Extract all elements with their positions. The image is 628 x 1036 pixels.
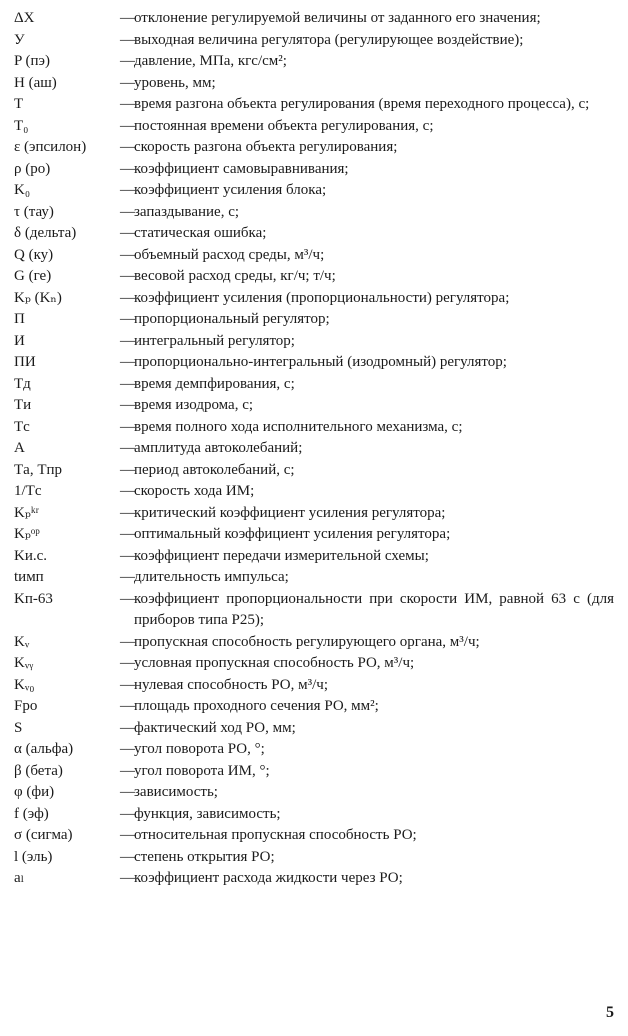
symbol-entry [14,352,614,374]
entry-description: коэффициент усиления (пропорциональности) регулятора; [134,289,510,306]
entry-dash: — [120,569,135,585]
entry-symbol: φ (фи) [14,784,55,800]
entry-dash: — [120,182,135,198]
entry-description: отклонение регулируемой величины от заданного его значения; [134,10,541,26]
entry-description: пропорциональный регулятор; [134,311,330,327]
entry-dash: — [120,139,135,155]
entry-description: время полного хода исполнительного механизма, с; [134,418,463,435]
entry-dash: — [120,10,135,26]
entry-description: выходная величина регулятора (регулирующее воздействие); [134,31,524,48]
entry-dash: — [120,676,135,693]
entry-dash: — [120,289,135,306]
entry-symbol: ΔX [14,10,35,26]
entry-description: уровень, мм; [134,74,216,91]
symbol-entry [14,266,614,288]
entry-dash: — [120,698,135,714]
entry-dash: — [120,74,135,91]
symbol-entry [14,159,614,181]
entry-dash: — [120,397,135,413]
symbol-entry [14,116,614,138]
symbol-entry [14,288,614,310]
symbol-entry [14,331,614,353]
entry-description: коэффициент передачи измерительной схемы; [134,547,429,564]
entry-symbol: Kп-63 [14,590,53,607]
symbol-entry [14,546,614,568]
entry-symbol: Q (ку) [14,246,54,263]
symbol-entry [14,503,614,525]
symbol-entry [14,460,614,482]
entry-symbol: H (аш) [14,74,57,91]
symbol-entry [14,825,614,847]
entry-description: интегральный регулятор; [134,332,295,349]
entry-dash: — [120,268,135,284]
entry-dash: — [120,31,135,48]
entry-description: критический коэффициент усиления регулятора; [134,504,446,521]
symbol-entry [14,761,614,783]
symbol-entry [14,202,614,224]
entry-description: зависимость; [134,784,218,800]
symbol-entry [14,245,614,267]
entry-dash: — [120,117,135,134]
entry-symbol: τ (тау) [14,203,54,220]
entry-symbol: T [14,96,24,112]
entry-description: время изодрома, с; [134,397,254,413]
symbol-entry [14,438,614,460]
entry-dash: — [120,719,135,736]
symbol-entry [14,868,614,890]
entry-description: степень открытия РО; [134,848,275,865]
entry-dash: — [120,461,135,478]
entry-symbol: S [14,719,23,736]
entry-symbol: aₗ [14,870,25,886]
entry-description: фактический ход РО, мм; [134,719,296,736]
entry-symbol: α (альфа) [14,741,74,757]
entry-description: амплитуда автоколебаний; [134,440,303,456]
symbol-entry [14,395,614,417]
entry-description: скорость разгона объекта регулирования; [134,139,398,155]
entry-symbol: Kₚᵒᵖ [14,526,40,542]
entry-dash: — [120,311,135,327]
symbol-entry [14,73,614,95]
entry-dash: — [120,483,135,499]
symbol-entry [14,481,614,503]
entry-dash: — [120,375,135,392]
entry-symbol: K₀ [14,182,31,198]
entry-dash: — [120,655,135,671]
entry-description: относительная пропускная способность РО; [134,827,417,843]
entry-description: время разгона объекта регулирования (время переходного процесса), с; [134,96,590,112]
symbol-entry [14,589,614,632]
symbol-entry [14,804,614,826]
entry-symbol: β (бета) [14,762,63,779]
entry-dash: — [120,160,135,177]
entry-dash: — [120,870,135,886]
entry-dash: — [120,203,135,220]
symbol-entry [14,180,614,202]
symbol-entry [14,632,614,654]
page-number: 5 [606,1004,614,1021]
symbol-entry [14,696,614,718]
entry-symbol: Kᵥ [14,633,30,650]
entry-dash: — [120,784,135,800]
entry-dash: — [120,827,135,843]
entry-dash: — [120,246,135,263]
entry-description: период автоколебаний, с; [134,461,295,478]
entry-description: условная пропускная способность РО, м³/ч; [134,655,415,671]
entry-symbol: tимп [14,569,44,585]
entry-description: коэффициент пропорциональности при скорости ИМ, равной 63 с (для приборов типа Р25); [134,590,614,628]
entry-description: постоянная времени объекта регулирования, с; [134,117,434,134]
symbol-entry [14,30,614,52]
entry-symbol: G (ге) [14,268,52,284]
symbol-entry [14,51,614,73]
entry-dash: — [120,504,135,521]
entry-symbol: l (эль) [14,848,53,865]
entry-symbol: T₀ [14,117,29,134]
entry-symbol: 1/Tс [14,483,42,499]
entry-symbol: Tд [14,375,31,392]
entry-description: время демпфирования, с; [134,375,295,392]
symbol-entry [14,567,614,589]
symbol-entry [14,223,614,245]
entry-description: статическая ошибка; [134,225,267,241]
entry-description: оптимальный коэффициент усиления регулятора; [134,526,451,542]
entry-dash: — [120,633,135,650]
entry-symbol: Tи [14,397,32,413]
entry-dash: — [120,354,135,370]
entry-symbol: Kᵥ₀ [14,676,35,693]
entry-dash: — [120,96,135,112]
entry-symbol: ρ (ро) [14,160,51,177]
entry-description: коэффициент расхода жидкости через РО; [134,870,403,886]
entry-description: весовой расход среды, кг/ч; т/ч; [134,268,336,284]
entry-dash: — [120,225,135,241]
entry-symbol: Tс [14,418,30,435]
entry-dash: — [120,848,135,865]
entry-dash: — [120,526,135,542]
entry-symbol: A [14,440,25,456]
entry-description: площадь проходного сечения РО, мм²; [134,698,379,714]
entry-dash: — [120,547,135,564]
symbol-entry [14,782,614,804]
entry-symbol: Kи.с. [14,547,48,564]
symbol-entry [14,739,614,761]
entry-dash: — [120,418,135,435]
entry-symbol: δ (дельта) [14,225,77,241]
entry-dash: — [120,741,135,757]
entry-description: длительность импульса; [134,569,289,585]
entry-symbol: f (эф) [14,805,49,822]
symbol-entry [14,847,614,869]
entry-description: угол поворота РО, °; [134,741,265,757]
symbol-entry [14,137,614,159]
symbol-list [14,8,614,890]
entry-symbol: ε (эпсилон) [14,139,87,155]
entry-symbol: Kᵥᵧ [14,655,34,671]
symbol-entry [14,374,614,396]
entry-description: объемный расход среды, м³/ч; [134,246,325,263]
symbol-entry [14,653,614,675]
entry-symbol: П [14,311,25,327]
entry-dash: — [120,762,135,779]
entry-dash: — [120,590,135,607]
entry-description: угол поворота ИМ, °; [134,762,270,779]
entry-description: скорость хода ИМ; [134,483,255,499]
symbol-entry [14,718,614,740]
symbol-entry [14,675,614,697]
entry-description: коэффициент самовыравнивания; [134,160,349,177]
entry-symbol: Tа, Tпр [14,461,63,478]
entry-symbol: ПИ [14,354,36,370]
entry-symbol: σ (сигма) [14,827,73,843]
entry-dash: — [120,53,135,69]
entry-symbol: Kₚᵏʳ [14,504,39,521]
entry-symbol: У [14,31,25,48]
entry-description: пропорционально-интегральный (изодромный) регулятор; [134,354,507,370]
symbol-entry [14,309,614,331]
symbol-entry [14,8,614,30]
entry-dash: — [120,805,135,822]
entry-dash: — [120,440,135,456]
entry-description: запаздывание, с; [134,203,240,220]
symbol-entry [14,524,614,546]
entry-symbol: Fро [14,698,38,714]
symbol-entry [14,94,614,116]
entry-description: функция, зависимость; [134,805,281,822]
entry-symbol: И [14,332,25,349]
symbol-entry [14,417,614,439]
entry-symbol: Kₚ (Kₙ) [14,289,62,306]
entry-symbol: P (пэ) [14,53,50,69]
entry-description: коэффициент усиления блока; [134,182,327,198]
entry-description: давление, МПа, кгс/см²; [134,53,287,69]
entry-description: пропускная способность регулирующего органа, м³/ч; [134,633,480,650]
entry-description: нулевая способность РО, м³/ч; [134,676,328,693]
entry-dash: — [120,332,135,349]
